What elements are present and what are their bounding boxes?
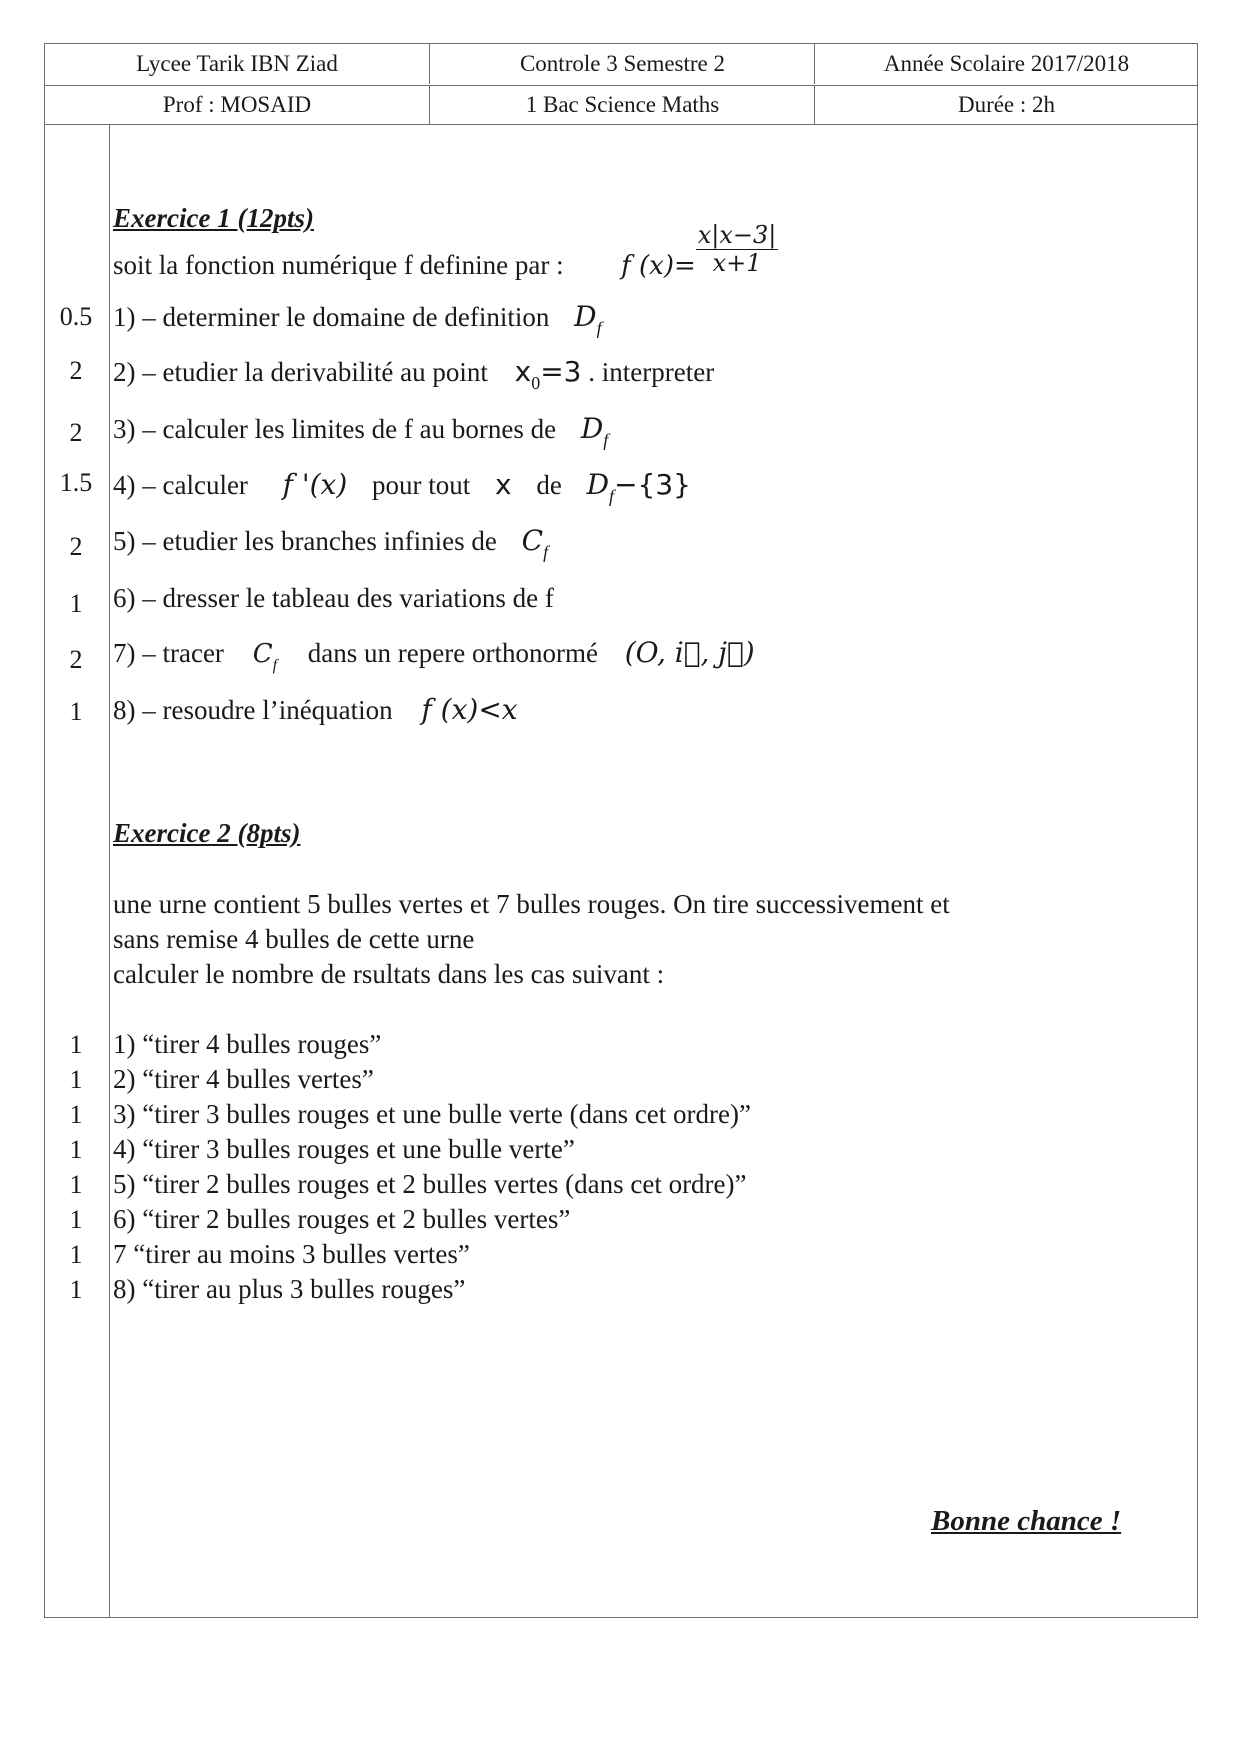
school-name: Lycee Tarik IBN Ziad bbox=[136, 51, 338, 76]
repere-notation: (O, i⃗, j⃗) bbox=[624, 636, 755, 669]
question-text: 4) – calculer bbox=[113, 470, 248, 500]
domain-symbol: D bbox=[580, 412, 604, 445]
question-text-de: de bbox=[536, 470, 562, 500]
exercise-1-title: Exercice 1 (12pts) bbox=[113, 203, 314, 233]
question-text: 7) – tracer bbox=[113, 638, 224, 668]
points-q5: 2 bbox=[69, 532, 83, 561]
inequation: f (x)<x bbox=[421, 693, 518, 726]
question-text: 5) – etudier les branches infinies de bbox=[113, 526, 497, 556]
points-q6: 1 bbox=[69, 589, 83, 618]
ex1-question-3 bbox=[113, 412, 608, 451]
ex2-question-3: 3) “tirer 3 bulles rouges et une bulle verte (dans cet ordre)” bbox=[113, 1099, 751, 1129]
question-text: 1) – determiner le domaine de definition bbox=[113, 302, 550, 332]
ex2-question-1: 1) “tirer 4 bulles rouges” bbox=[113, 1029, 382, 1059]
ex1-question-5 bbox=[113, 524, 548, 563]
domain-minus-set: −{3} bbox=[614, 468, 691, 501]
class-name: 1 Bac Science Maths bbox=[429, 85, 815, 125]
ex2-question-8: 8) “tirer au plus 3 bulles rouges” bbox=[113, 1274, 466, 1304]
curve-symbol: C bbox=[521, 524, 544, 557]
points-e2-q4: 1 bbox=[69, 1135, 83, 1164]
points-e2-q7: 1 bbox=[69, 1240, 83, 1269]
derivative-symbol: f '(x) bbox=[282, 468, 348, 501]
points-margin-line bbox=[109, 125, 110, 1617]
ex2-question-6: 6) “tirer 2 bulles rouges et 2 bulles vertes” bbox=[113, 1204, 571, 1234]
teacher-name: Prof : MOSAID bbox=[162, 92, 312, 117]
intro-text: soit la fonction numérique f definine par : bbox=[113, 250, 564, 280]
fraction-numerator: x|x−3| bbox=[697, 221, 777, 250]
ex2-question-2: 2) “tirer 4 bulles vertes” bbox=[113, 1064, 374, 1094]
ex1-question-8 bbox=[113, 693, 518, 726]
question-text: 3) – calculer les limites de f au bornes de bbox=[113, 414, 557, 444]
header-row-2 bbox=[45, 85, 1197, 126]
exercise-2-intro-line-2: sans remise 4 bulles de cette urne bbox=[113, 924, 475, 954]
points-e2-q8: 1 bbox=[69, 1275, 83, 1304]
points-e2-q6: 1 bbox=[69, 1205, 83, 1234]
question-text: 2) – etudier la derivabilité au point bbox=[113, 357, 488, 387]
domain-symbol: D bbox=[574, 300, 597, 333]
exercise-2-intro-line-1: une urne contient 5 bulles vertes et 7 bulles rouges. On tire successivement et bbox=[113, 889, 950, 919]
points-e2-q1: 1 bbox=[69, 1030, 83, 1059]
domain-symbol: D bbox=[586, 468, 610, 501]
header-row-1 bbox=[45, 44, 1197, 86]
point-subscript: 0 bbox=[531, 373, 541, 393]
question-text-mid: dans un repere orthonormé bbox=[307, 638, 598, 668]
variable-x: x bbox=[495, 468, 512, 501]
points-q8: 1 bbox=[69, 697, 83, 726]
exercise-2-intro-line-3: calculer le nombre de rsultats dans les cas suivant : bbox=[113, 959, 665, 989]
curve-subscript: f bbox=[543, 542, 549, 562]
points-q4: 1.5 bbox=[59, 468, 93, 497]
points-q3: 2 bbox=[69, 418, 83, 447]
ex2-question-5: 5) “tirer 2 bulles rouges et 2 bulles vertes (dans cet ordre)” bbox=[113, 1169, 747, 1199]
points-e2-q3: 1 bbox=[69, 1100, 83, 1129]
question-tail: . interpreter bbox=[581, 357, 715, 387]
points-e2-q2: 1 bbox=[69, 1065, 83, 1094]
exam-duration: Durée : 2h bbox=[814, 85, 1198, 125]
exercise-1-intro bbox=[113, 221, 778, 282]
ex1-question-4 bbox=[113, 468, 691, 507]
function-lhs: f (x)= bbox=[621, 251, 696, 281]
header-table bbox=[44, 43, 1198, 125]
domain-subscript: f bbox=[609, 486, 615, 506]
curve-symbol: C bbox=[252, 639, 273, 669]
ex1-question-6: 6) – dresser le tableau des variations de f bbox=[113, 583, 554, 613]
ex2-question-7: 7 “tirer au moins 3 bulles vertes” bbox=[113, 1239, 470, 1269]
points-q2: 2 bbox=[69, 356, 83, 385]
function-fraction bbox=[696, 221, 779, 276]
question-text-mid: pour tout bbox=[372, 470, 471, 500]
curve-subscript: f bbox=[272, 657, 278, 674]
fraction-denominator: x+1 bbox=[712, 249, 762, 278]
point-value: =3 bbox=[540, 355, 582, 388]
school-year: Année Scolaire 2017/2018 bbox=[814, 44, 1198, 84]
ex2-question-4: 4) “tirer 3 bulles rouges et une bulle verte” bbox=[113, 1134, 575, 1164]
ex1-question-2 bbox=[113, 355, 714, 394]
ex1-question-1 bbox=[113, 300, 602, 339]
point-symbol: x bbox=[514, 355, 532, 388]
ex1-question-7 bbox=[113, 636, 755, 675]
domain-subscript: f bbox=[596, 318, 602, 338]
question-text: 8) – resoudre l’inéquation bbox=[113, 695, 393, 725]
closing-message: Bonne chance ! bbox=[931, 1505, 1122, 1537]
domain-subscript: f bbox=[603, 430, 609, 450]
points-q7: 2 bbox=[69, 645, 83, 674]
exercise-2-title: Exercice 2 (8pts) bbox=[113, 818, 301, 848]
exam-title: Controle 3 Semestre 2 bbox=[429, 44, 815, 84]
body-frame bbox=[44, 125, 1198, 1618]
points-q1: 0.5 bbox=[59, 302, 93, 331]
points-e2-q5: 1 bbox=[69, 1170, 83, 1199]
